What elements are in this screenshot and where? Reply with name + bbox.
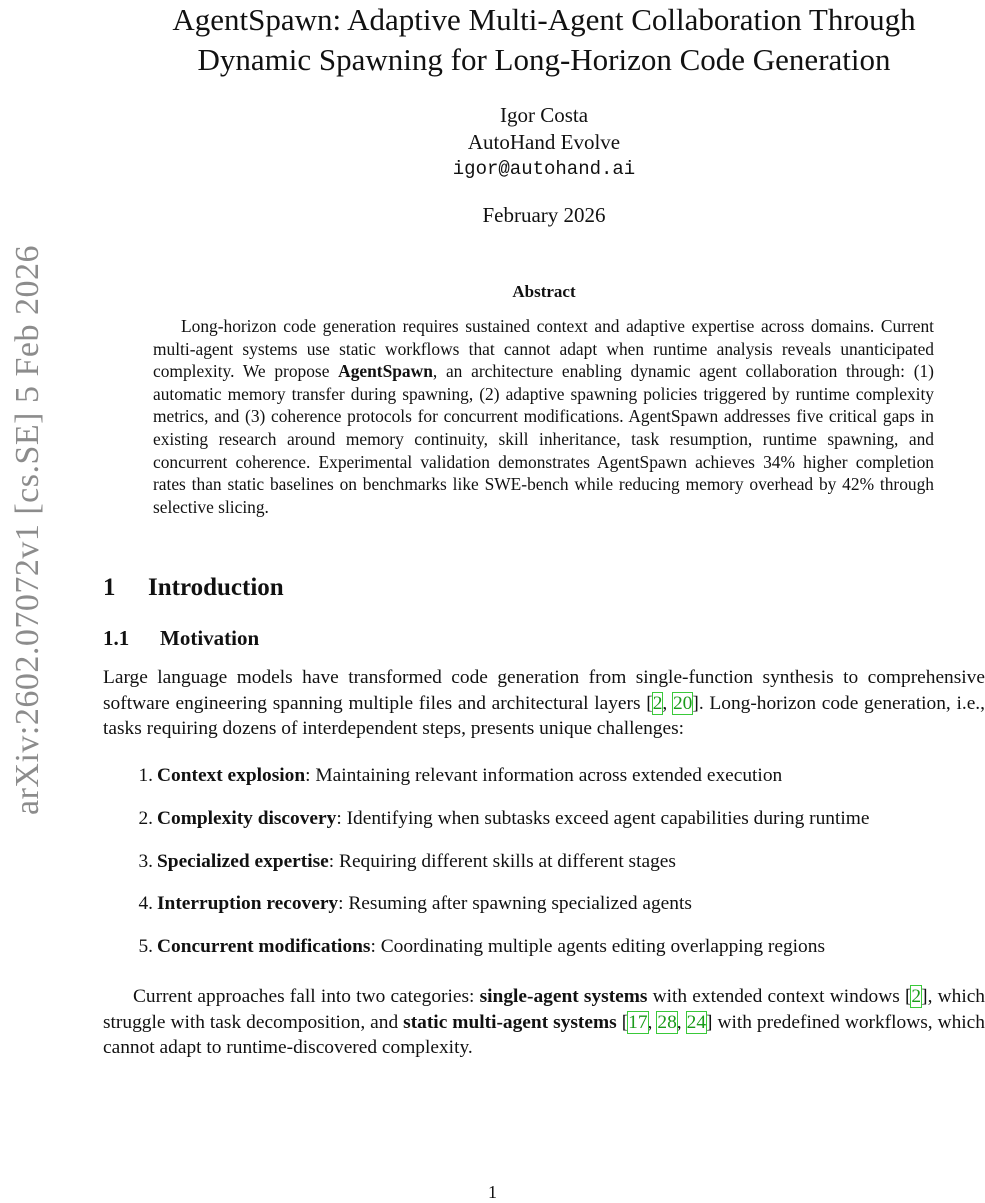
subsection-title: Motivation [160,626,260,650]
approaches-text: with extended context windows [ [647,986,912,1007]
abstract-heading: Abstract [512,282,576,301]
approaches-bold-term: static multi-agent systems [403,1011,617,1033]
list-term: Concurrent modifications [157,936,371,957]
section-heading-introduction [103,574,284,602]
approaches-bold-term: single-agent systems [479,986,648,1007]
title-line-2: Dynamic Spawning for Long-Horizon Code Generation [197,42,891,77]
approaches-text: ] with predefined workflows, which cannot adapt to runtime-discovered complexity. [103,1011,985,1058]
list-number: 3. [138,851,153,872]
citation-link[interactable]: 2 [911,986,922,1007]
approaches-text: ], which struggle with task decomposition, and [103,986,985,1033]
list-desc: : Identifying when subtasks exceed agent capabilities during runtime [336,808,870,829]
list-item [103,936,825,958]
list-item [103,808,869,830]
citation-link[interactable]: 24 [686,1011,707,1033]
page-number: 1 [488,1182,497,1202]
list-item [103,851,676,873]
list-desc: : Maintaining relevant information across extended execution [305,765,783,786]
section-number: 1 [103,574,116,601]
abstract-system-name: AgentSpawn [338,361,433,382]
approaches-paragraph [103,984,985,1061]
list-number: 1. [138,765,153,786]
arxiv-identifier: arXiv:2602.07072v1 [cs.SE] 5 Feb 2026 [9,244,46,816]
citation-separator: , [647,1011,658,1033]
motivation-text: Large language models have transformed code generation from single-function synthesis to comprehensive software engineering spanning multiple files and architectural layers [ [103,667,985,714]
approaches-text: Current approaches fall into two categories: [133,986,480,1007]
motivation-paragraph [103,665,985,742]
list-number: 5. [138,936,153,957]
list-desc: : Resuming after spawning specialized agents [338,893,692,914]
list-term: Interruption recovery [157,893,339,914]
subsection-heading-motivation [103,626,259,651]
abstract-body [153,315,934,518]
list-number: 4. [138,893,153,914]
list-desc: : Requiring different skills at different stages [328,851,676,872]
abstract-text-start: Long-horizon code generation requires sustained context and adaptive expertise across domains. Current multi-agent systems use static workflows that cannot adapt when runtime analysis reveals unanticipated complexity. We propose [153,316,934,382]
abstract-text-end: , an architecture enabling dynamic agent collaboration through: (1) automatic memory transfer during spawning, (2) adaptive spawning policies triggered by runtime complexity metrics, and (3) coherence protocols for concurrent modifications. AgentSpawn addresses five critical gaps in existing research around memory continuity, skill inheritance, task resumption, runtime spawning, and concurrent coherence. Experimental validation demonstrates AgentSpawn achieves 34% higher completion rates than static baselines on benchmarks like SWE-bench while reducing memory overhead by 42% through selective slicing. [153,361,934,517]
list-item [103,765,782,787]
motivation-text: ]. Long-horizon code generation, i.e., tasks requiring dozens of interdependent steps, presents unique challenges: [103,692,985,739]
list-item [103,893,692,915]
citation-link[interactable]: 28 [657,1011,677,1033]
list-desc: : Coordinating multiple agents editing overlapping regions [370,936,825,957]
approaches-text: [ [616,1011,629,1033]
citation-link[interactable]: 2 [652,692,663,714]
paper-date: February 2026 [482,203,606,227]
citation-separator: , [676,1011,687,1033]
subsection-number: 1.1 [103,626,130,650]
title-line-1: AgentSpawn: Adaptive Multi-Agent Collaboration Through [172,2,916,37]
section-title: Introduction [148,574,284,601]
author-name: Igor Costa [499,103,589,127]
citation-link[interactable]: 20 [672,692,693,714]
list-term: Complexity discovery [157,808,337,829]
author-affiliation: AutoHand Evolve [467,130,621,154]
paper-title [103,0,985,80]
citation-link[interactable]: 17 [628,1011,648,1033]
list-term: Specialized expertise [157,851,329,872]
list-term: Context explosion [157,765,306,786]
author-email[interactable]: igor@autohand.ai [452,158,636,180]
list-number: 2. [138,808,153,829]
citation-separator: , [662,692,673,714]
